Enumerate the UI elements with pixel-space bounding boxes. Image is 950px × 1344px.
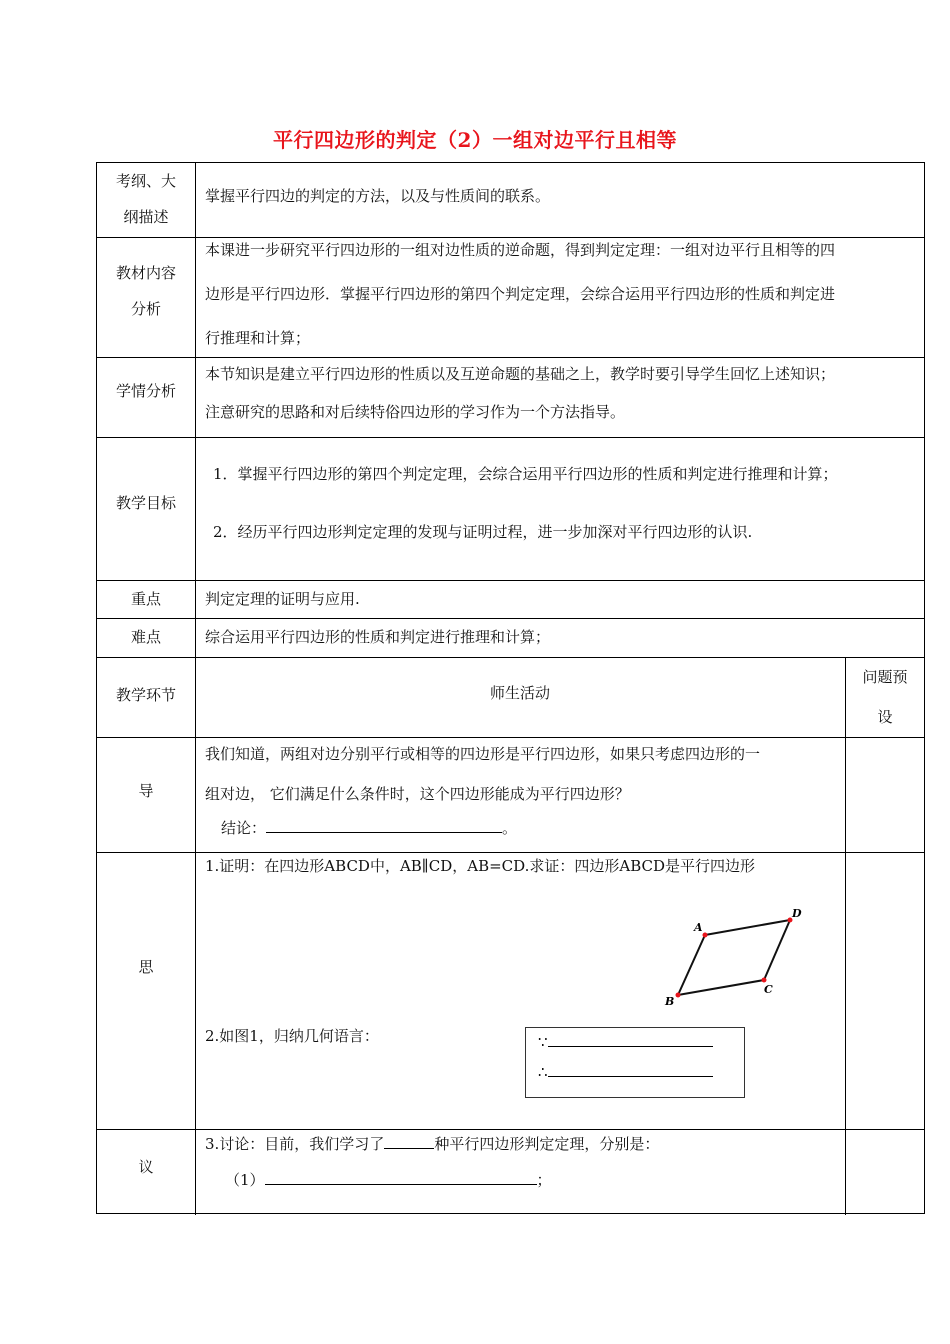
because-line[interactable] <box>538 1030 713 1054</box>
dao-line-2: 组对边， 它们满足什么条件时，这个四边形能成为平行四边形？ <box>205 785 630 803</box>
lesson-plan-table <box>96 162 925 1214</box>
row-label-si: 思 <box>138 958 154 976</box>
row-label-zd: 重点 <box>130 590 161 608</box>
label-a: A <box>694 921 703 934</box>
yi-question-3 <box>205 1125 659 1163</box>
label-d: D <box>792 907 802 920</box>
row-label-dao: 导 <box>138 782 154 800</box>
vertex-c <box>762 978 767 983</box>
zd-text: 判定定理的证明与应用. <box>205 590 360 608</box>
conclusion-label: 结论： <box>221 819 267 837</box>
dao-line-1: 我们知道，两组对边分别平行或相等的四边形是平行四边形，如果只考虑四边形的一 <box>205 745 761 763</box>
row-label-kgdg: 考纲、大 纲描述 <box>115 172 176 226</box>
because-symbol: ∵ <box>538 1033 548 1051</box>
row-label-jcfx: 教材内容 分析 <box>115 264 176 318</box>
jcfx-line-3: 行推理和计算； <box>205 329 311 347</box>
conclusion-blank[interactable] <box>266 814 502 833</box>
jcfx-line-2: 边形是平行四边形．掌握平行四边形的第四个判定定理，会综合运用平行四边形的性质和判定进 <box>205 285 836 303</box>
conclusion-end: 。 <box>502 819 518 837</box>
edge-ad <box>705 920 790 935</box>
item-1-number: （1） <box>225 1171 265 1189</box>
jxmb-line-2: 2．经历平行四边形判定定理的发现与证明过程，进一步加深对平行四边形的认识. <box>213 523 753 541</box>
edge-cb <box>678 980 764 995</box>
xqfx-line-1: 本节知识是建立平行四边形的性质以及互逆命题的基础之上，教学时要引导学生回忆上述知识； <box>205 365 836 383</box>
parallelogram-figure <box>657 903 817 1013</box>
because-blank[interactable] <box>548 1032 713 1047</box>
q3-end: 种平行四边形判定定理，分别是： <box>434 1135 660 1153</box>
dao-conclusion <box>221 809 517 847</box>
geometry-language-box <box>525 1027 745 1098</box>
item-1-end: ； <box>536 1171 552 1189</box>
item-1-blank[interactable] <box>265 1166 537 1185</box>
page-title: 平行四边形的判定（2）一组对边平行且相等 <box>273 128 677 152</box>
therefore-line[interactable] <box>538 1060 713 1084</box>
kgdg-text: 掌握平行四边的判定的方法，以及与性质间的联系。 <box>205 187 551 205</box>
label-b: B <box>665 995 675 1008</box>
header-activity: 师生活动 <box>489 684 550 702</box>
row-divider <box>97 437 924 438</box>
si-question-1: 1.证明：在四边形ABCD中，AB∥CD，AB=CD.求证：四边形ABCD是平行四边形 <box>205 857 756 875</box>
row-divider <box>97 657 924 658</box>
edge-dc <box>764 920 790 980</box>
jcfx-line-1: 本课进一步研究平行四边形的一组对边性质的逆命题，得到判定定理：一组对边平行且相等的四 <box>205 241 836 259</box>
therefore-blank[interactable] <box>548 1062 713 1077</box>
header-questions: 问题预 设 <box>862 668 908 726</box>
therefore-symbol: ∴ <box>538 1063 548 1081</box>
edge-ba <box>678 935 705 995</box>
row-label-xqfx: 学情分析 <box>115 382 176 400</box>
column-divider <box>845 657 846 1215</box>
row-label-jxmb: 教学目标 <box>115 494 176 512</box>
q3-start: 3.讨论：目前，我们学习了 <box>205 1135 385 1153</box>
yi-item-1 <box>225 1161 552 1199</box>
row-label-nd: 难点 <box>130 628 161 646</box>
nd-text: 综合运用平行四边形的性质和判定进行推理和计算； <box>205 628 551 646</box>
header-stage: 教学环节 <box>115 686 176 704</box>
jxmb-line-1: 1．掌握平行四边形的第四个判定定理，会综合运用平行四边形的性质和判定进行推理和计算； <box>213 465 838 483</box>
si-question-2: 2.如图1，归纳几何语言： <box>205 1027 379 1045</box>
xqfx-line-2: 注意研究的思路和对后续特俗四边形的学习作为一个方法指导。 <box>205 403 626 421</box>
q3-blank[interactable] <box>384 1130 434 1149</box>
vertex-a <box>703 933 708 938</box>
label-c: C <box>764 983 773 996</box>
vertex-b <box>676 993 681 998</box>
row-label-yi: 议 <box>138 1158 154 1176</box>
